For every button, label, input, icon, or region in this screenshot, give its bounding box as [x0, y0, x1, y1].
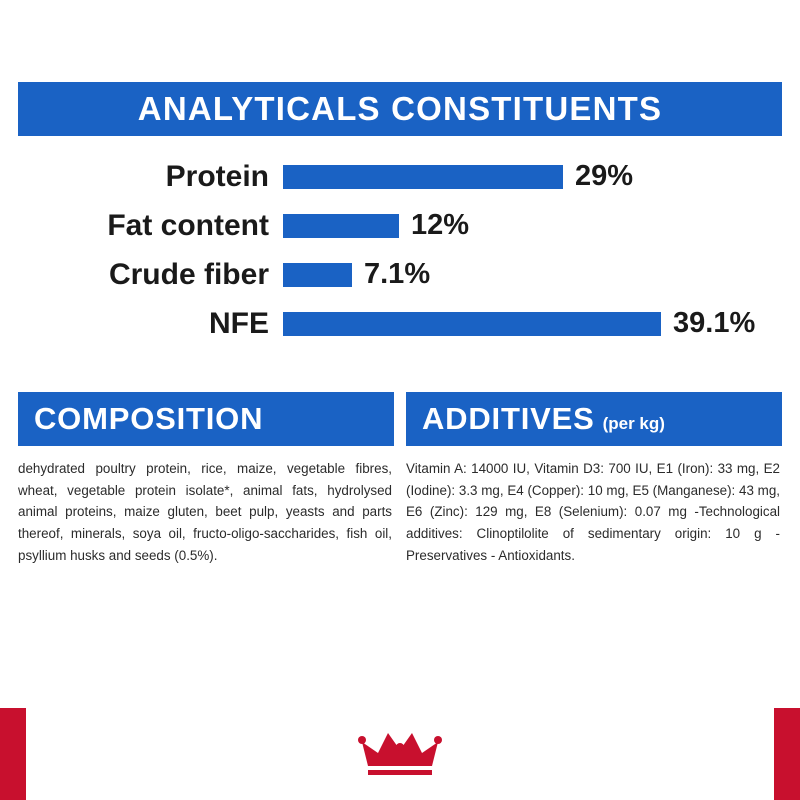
- bar-track: [283, 209, 782, 242]
- bar-track: [283, 258, 782, 291]
- bar-value-label: 12%: [411, 209, 470, 241]
- additives-panel: [406, 392, 782, 567]
- chart-row: [18, 299, 782, 348]
- chart-row: [18, 201, 782, 250]
- composition-panel-header: [18, 392, 394, 446]
- bar-category-label: NFE: [209, 306, 269, 340]
- analyticals-header: [18, 82, 782, 136]
- additives-text: Vitamin A: 14000 IU, Vitamin D3: 700 IU, E1 (Iron): 33 mg, E2 (Iodine): 3.3 mg, E4 (Copper): 10 mg, E5 (Manganese): 43 mg, E6 (Zinc): 129 mg, E8 (Selenium): 0.07 mg -Technological additives: Clinoptilolite of sedimentary origin: 10 g - Preservatives - Antioxidants.: [406, 461, 780, 563]
- bar-track: [283, 160, 782, 193]
- additives-subtitle: (per kg): [602, 414, 665, 433]
- crown-icon: [354, 720, 446, 782]
- bar-value-label: 29%: [575, 160, 634, 192]
- composition-title: COMPOSITION: [34, 401, 264, 436]
- bar-value-label: 39.1%: [673, 307, 756, 339]
- page-title: ANALYTICALS CONSTITUENTS: [137, 90, 663, 127]
- bar-fill: [283, 263, 352, 287]
- bar-category-label: Protein: [165, 159, 269, 193]
- composition-panel: [18, 392, 394, 567]
- bar-fill: [283, 165, 563, 189]
- additives-title: ADDITIVES: [422, 401, 595, 436]
- bar-fill: [283, 312, 661, 336]
- bar-category-label: Crude fiber: [108, 257, 269, 291]
- bar-track: [283, 307, 782, 340]
- analyticals-bar-chart: [18, 152, 782, 357]
- right-red-edge-bar: [774, 708, 800, 800]
- info-panels: [18, 392, 782, 567]
- chart-row: [18, 152, 782, 201]
- additives-panel-header: [406, 392, 782, 446]
- bar-fill: [283, 214, 399, 238]
- chart-row: [18, 250, 782, 299]
- brand-logo: [340, 720, 460, 782]
- composition-text: dehydrated poultry protein, rice, maize, vegetable fibres, wheat, vegetable protein isolate*, animal fats, hydrolysed animal proteins, maize gluten, beet pulp, yeasts and parts thereof, minerals, soya oil, fructo-oligo-saccharides, fish oil, psyllium husks and seeds (0.5%).: [18, 461, 392, 563]
- bar-category-label: Fat content: [107, 208, 269, 242]
- left-red-edge-bar: [0, 708, 26, 800]
- bar-value-label: 7.1%: [364, 258, 431, 290]
